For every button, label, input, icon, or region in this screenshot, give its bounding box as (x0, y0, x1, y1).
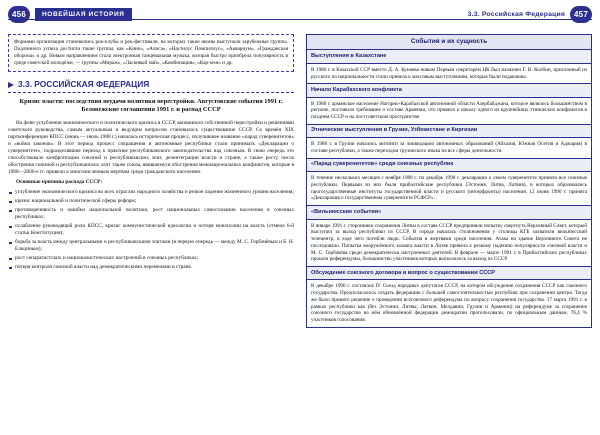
list-item: борьба за власть между центральными и республиканскими элитами (в первую очередь — между М. С. Горбачёвым и Б. Н. Ельциным); (8, 239, 294, 253)
table-row (307, 206, 591, 267)
intro-callout-box: Формами организации становились рок-клубы и рок-фестивали, на которых такие иконы выступали зарубежные группы. Подлинного успеха достигли такие группы, как «Кино», «Алиса», «Наутилус Помпилиус», «Аквариум», «Гражданская оборона» и др. Новым направлением стала электронная танцевальная музыка, которая быстро приобрела популярность в среде советской молодёжи, — группы «Мираж», «Ласковый май», «Комбинация», «Кар-мэн» и др. (8, 34, 294, 72)
list-item: ослабление руководящей роли КПСС, кризис коммунистической идеологии и потеря монополии на власть (отмена 6-й статьи Конституции); (8, 223, 294, 237)
right-page-number: 457 (570, 6, 592, 23)
table-row (307, 159, 591, 206)
section-heading-label: 3.3. РОССИЙСКАЯ ФЕДЕРАЦИЯ (18, 79, 150, 90)
table-row-text: В течение нескольких месяцев с ноября 1988 г. по декабрь 1990 г. декларации о своем суверенитете приняли все союзные республики. Первыми из них были прибалтийские республики (Эстония, Литва, Латвия), в которых образовались прогосударственные институты государственной власти и русского (интерфронты) населения. 12 июня 1990 г. принята «Декларация о государственном суверенитете РСФСР». (311, 175, 587, 202)
table-row (307, 267, 591, 327)
table-row (307, 84, 591, 125)
table-row-title: Обсуждение союзного договора и вопрос о существовании СССР (307, 267, 591, 280)
table-row (307, 125, 591, 159)
table-row-title: «Парад суверенитетов» среди союзных республик (307, 159, 591, 172)
section-heading-rule (8, 92, 294, 93)
page-header (0, 6, 600, 28)
right-column (306, 34, 592, 427)
header-left-group (8, 6, 132, 23)
table-row-text: В 1988 г. армянское население Нагорно-Карабахской автономной области Азербайджана, которое являлось большинством в регионе, поставило требование о составе Армении, что привело к началу одного из крупнейших этнических конфликтов в позднем СССР и на постсоветском пространстве. (311, 100, 587, 121)
table-row-text: В 1986 г. в Казахской ССР вместо Д. А. Кунаева новым Первым секретарём ЦК был назначен Г. В. Колбин, присланный из русского по национальности стали привела к массовым выступлениям, которые были подавлены. (311, 66, 587, 80)
triangle-bullet-icon (8, 82, 14, 88)
chapter-label: 3.3. Российская Федерация (467, 11, 565, 18)
header-right-group (468, 6, 592, 23)
topic-subtitle: Кризис власти: последствия неудачи политики перестройки. Августовские события 1991 г. Беловежские соглашения 1991 г. и распад СССР (19, 98, 283, 114)
left-column (8, 34, 294, 427)
body-paragraph: На фоне углубления экономического и политического кризиса в СССР, вызванного собственной перестройки и решениями советского руководства, самым актуальным и ведущим вопросом становилось существование СССР. Со времён XIX партконференции КПСС (июнь — июль 1988 г.) началась историческая процесс, получившее название «парад суверенитетов» и «война законов». В этот период процесс сокращения и автономные республики стали принимать «Декларации о суверенитете», подразделявшие переход к практике республиканского законодательства над союзным. В свою очередь это способствовало конфронтации союзной и республиканских элит, дезинтеграции власти и стране, а также росту числа обострения союзной и республиканских элит также союза, явившемуся обострения межнациональных конфликтов, которые в 1988—2000-е гг. привели к многочисленным жертвам среди гражданского населения. (8, 119, 294, 175)
list-item: противоречивость и ошибки национальной политики, рост национальных самосознания населения в союзных республиках; (8, 207, 294, 221)
header-divider (8, 19, 592, 20)
table-row-title: «Вильнюсские события» (307, 206, 591, 219)
table-row-title: Выступления в Казахстане (307, 50, 591, 63)
list-item: потеря контроля союзной власти над демократическими переменами в стране. (8, 264, 294, 271)
table-header: События и их сущность (307, 35, 591, 50)
list-item: кризис национальной и политической сферы реформ; (8, 198, 294, 205)
table-row-title: Этнические выступления в Грузии, Узбекистане и Киргизии (307, 125, 591, 138)
left-page-number: 456 (8, 6, 30, 23)
table-row-text: В декабре 1990 г. состоялся IV Съезд народных депутатов СССР, на котором обсуждение сохранения СССР как союзного государства. Предполагалось создать федерацию с большей самостоятельностью республик при сохранении центра. Тогда же было принято решение о проведении всесоюзного референдума по вопросу сохранения государства. 17 марта 1991 г. в рамках республики как (без Эстонии, Литвы, Латвии, Молдавии, Грузии и Армении) на референдуме за сохранение союзного государства на нём обновлённой федерации демократии проголосовали, по официальным данным, 76,4 % участников голосования. (311, 283, 587, 324)
list-item: рост сепаратистских и националистических настроений в союзных республиках; (8, 255, 294, 262)
section-heading (8, 79, 294, 90)
table-row-text: В январе 1991 г. сторонники сохранения Литвы в составе СССР предприняли попытку свергнуть Верховный Совет, который выступил за выход республики из СССР. В городе началась столкновения у столицы КГБ захватили вильнюсский телецентр, в ходе чего погибли люди. События и жертвами среди населения. Атака на здание Верховного Совета не последовало. Попытка вооружённого захвата власти в Литве привела к резкому падению популярности союзной власти и М. С. Горбачёва среди демократически настроенных деятелей. В феврале — марте 1991 г. в Прибалтийских республиках прошли референдумы, большинство участников которых высказалось за выход из СССР. (311, 222, 587, 263)
list-item: углубление экономического кризиса во всех отраслях народного хозяйства и резкое падение жизненного уровня населения; (8, 189, 294, 196)
events-table (306, 34, 592, 328)
table-row (307, 50, 591, 84)
book-section-tab: НОВЕЙШАЯ ИСТОРИЯ (35, 8, 132, 21)
causes-intro: Основные причины распада СССР: (16, 178, 103, 185)
table-row-text: В 1988 г. в Грузии начались митинги за ликвидацию автономных образований (Абхазия, Южная Осетия и Аджария) в составе республики, а также переходом грузинского языка на все сферы деятельности. (311, 141, 587, 155)
table-row-title: Начало Карабахского конфликта (307, 84, 591, 97)
